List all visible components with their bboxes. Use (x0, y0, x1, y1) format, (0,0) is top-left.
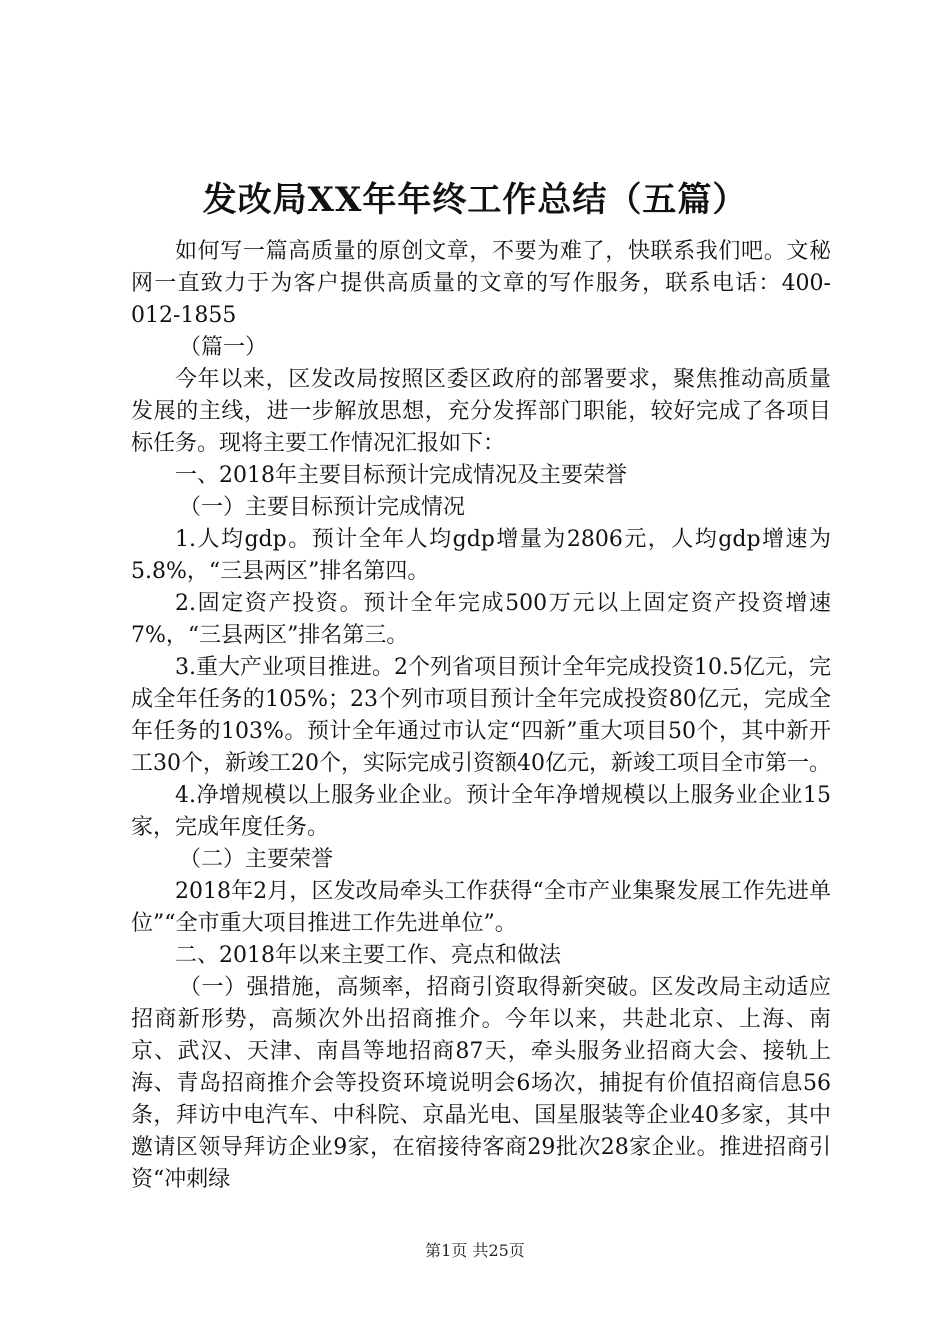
honor-paragraph: 2018年2月，区发改局牵头工作获得“全市产业集聚发展工作先进单位”“全市重大项目推进工作先进单位”。 (131, 879, 831, 936)
target-item-4: 4.净增规模以上服务业企业。预计全年净增规模以上服务业企业15家，完成年度任务。 (131, 783, 831, 840)
opening-paragraph: 今年以来，区发改局按照区委区政府的部署要求，聚焦推动高质量发展的主线，进一步解放思想，充分发挥部门职能，较好完成了各项目标任务。现将主要工作情况汇报如下： (131, 367, 831, 456)
page-footer: 第1页 共25页 (425, 1241, 525, 1260)
target-item-1: 1.人均gdp。预计全年人均gdp增量为2806元，人均gdp增速为5.8%，“三县两区”排名第四。 (131, 527, 831, 584)
subsection-heading-2: （二）主要荣誉 (179, 847, 334, 872)
chapter-heading: （篇一） (179, 335, 268, 360)
target-item-2: 2.固定资产投资。预计全年完成500万元以上固定资产投资增速7%，“三县两区”排名第三。 (131, 591, 831, 648)
subsection-heading-1: （一）主要目标预计完成情况 (179, 495, 466, 520)
work-paragraph-1: （一）强措施，高频率，招商引资取得新突破。区发改局主动适应招商新形势，高频次外出招商推介。今年以来，共赴北京、上海、南京、武汉、天津、南昌等地招商87天，牵头服务业招商大会、接轨上海、青岛招商推介会等投资环境说明会6场次，捕捉有价值招商信息56条，拜访中电汽车、中科院、京晶光电、国星服装等企业40多家，其中邀请区领导拜访企业9家，在宿接待客商29批次28家企业。推进招商引资“冲刺绿 (131, 975, 831, 1192)
intro-paragraph: 如何写一篇高质量的原创文章，不要为难了，快联系我们吧。文秘网一直致力于为客户提供高质量的文章的写作服务，联系电话：400-012-1855 (131, 239, 831, 328)
document-body (131, 236, 831, 1196)
document-title: 发改局XX年年终工作总结（五篇） (202, 180, 748, 220)
target-item-3: 3.重大产业项目推进。2个列省项目预计全年完成投资10.5亿元，完成全年任务的105%；23个列市项目预计全年完成投资80亿元，完成全年任务的103%。预计全年通过市认定“四新”重大项目50个，其中新开工30个，新竣工20个，实际完成引资额40亿元，新竣工项目全市第一。 (131, 655, 831, 776)
section-heading-2: 二、2018年以来主要工作、亮点和做法 (175, 943, 561, 968)
section-heading-1: 一、2018年主要目标预计完成情况及主要荣誉 (175, 463, 627, 488)
